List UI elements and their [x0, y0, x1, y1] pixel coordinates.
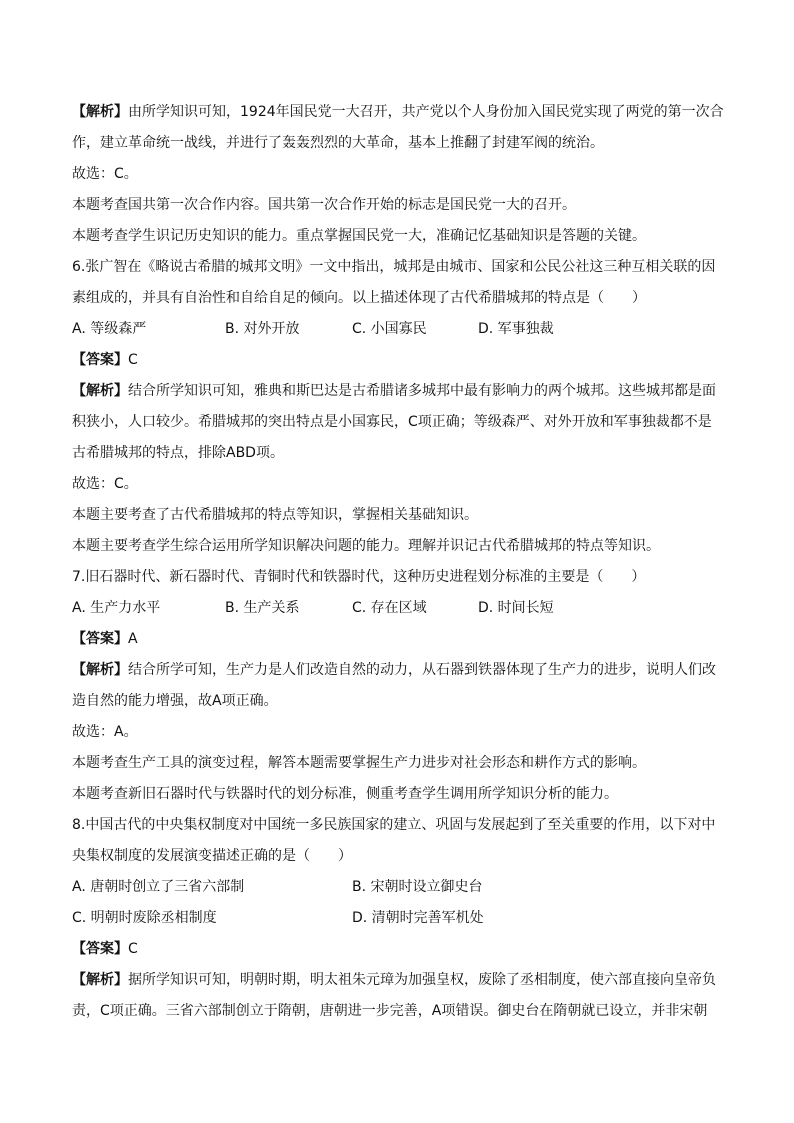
q7-choice: 故选：A。: [72, 724, 138, 740]
answer-tag: 【答案】: [72, 631, 128, 647]
q5-analysis-line2: 作，建立革命统一战线，并进行了轰轰烈烈的大革命，基本上推翻了封建军阀的统治。: [72, 135, 604, 151]
q6-note1: 本题主要考查了古代希腊城邦的特点等知识，掌握相关基础知识。: [72, 507, 478, 523]
q6-stem-line1: 6.张广智在《略说古希腊的城邦文明》一文中指出，城邦是由城市、国家和公民公社这三种互相关联的因: [72, 259, 716, 275]
q6-analysis-line1: 【解析】结合所学知识可知，雅典和斯巴达是古希腊诸多城邦中最有影响力的两个城邦。这些城邦都是面: [72, 383, 716, 399]
q6-options: [72, 314, 724, 345]
q6-option-b: B. 对外开放: [225, 321, 300, 337]
q8-option-b: B. 宋朝时设立御史台: [352, 879, 483, 895]
q6-option-a: A. 等级森严: [72, 321, 147, 337]
q7-analysis-line2: 造自然的能力增强，故A项正确。: [72, 693, 278, 709]
analysis-tag: 【解析】: [72, 972, 128, 988]
q6-option-c: C. 小国寡民: [352, 321, 427, 337]
q6-option-d: D. 军事独裁: [478, 321, 554, 337]
q7-note1: 本题考查生产工具的演变过程，解答本题需要掌握生产力进步对社会形态和耕作方式的影响。: [72, 755, 646, 771]
analysis-tag: 【解析】: [72, 383, 128, 399]
q7-option-a: A. 生产力水平: [72, 600, 161, 616]
document-content: [72, 97, 724, 1027]
q7-analysis-line1: 【解析】结合所学可知，生产力是人们改造自然的动力，从石器到铁器体现了生产力的进步，说明人们改: [72, 662, 716, 678]
q8-answer: 【答案】C: [72, 941, 138, 957]
q7-note2: 本题考查新旧石器时代与铁器时代的划分标准，侧重考查学生调用所学知识分析的能力。: [72, 786, 618, 802]
q6-note2: 本题主要考查学生综合运用所学知识解决问题的能力。理解并识记古代希腊城邦的特点等知识。: [72, 538, 660, 554]
q7-stem: 7.旧石器时代、新石器时代、青铜时代和铁器时代，这种历史进程划分标准的主要是（ ）: [72, 569, 646, 585]
q7-answer: 【答案】A: [72, 631, 138, 647]
q5-analysis-line1: 【解析】由所学知识可知，1924年国民党一大召开，共产党以个人身份加入国民党实现了两党的第一次合: [72, 104, 724, 120]
analysis-tag: 【解析】: [72, 662, 128, 678]
q5-choice: 故选：C。: [72, 166, 138, 182]
q6-stem-line2: 素组成的，并具有自治性和自给自足的倾向。以上描述体现了古代希腊城邦的特点是（ ）: [72, 290, 646, 306]
q8-option-c: C. 明朝时废除丞相制度: [72, 910, 217, 926]
q8-option-a: A. 唐朝时创立了三省六部制: [72, 879, 245, 895]
q7-option-b: B. 生产关系: [225, 600, 300, 616]
q6-answer: 【答案】C: [72, 352, 138, 368]
q8-option-d: D. 清朝时完善军机处: [352, 910, 484, 926]
q8-options-row2: [72, 903, 724, 934]
answer-tag: 【答案】: [72, 941, 128, 957]
q6-analysis-line2: 积狭小，人口较少。希腊城邦的突出特点是小国寡民，C项正确；等级森严、对外开放和军事独裁都不是: [72, 414, 712, 430]
q8-analysis-line1: 【解析】据所学知识可知，明朝时期，明太祖朱元璋为加强皇权，废除了丞相制度，使六部直接向皇帝负: [72, 972, 716, 988]
answer-tag: 【答案】: [72, 352, 128, 368]
q7-options: [72, 593, 724, 624]
q8-stem-line1: 8.中国古代的中央集权制度对中国统一多民族国家的建立、巩固与发展起到了至关重要的作用，以下对中: [72, 817, 716, 833]
q5-note1: 本题考查国共第一次合作内容。国共第一次合作开始的标志是国民党一大的召开。: [72, 197, 576, 213]
q5-note2: 本题考查学生识记历史知识的能力。重点掌握国民党一大，准确记忆基础知识是答题的关键。: [72, 228, 646, 244]
analysis-tag: 【解析】: [72, 104, 128, 120]
q7-option-d: D. 时间长短: [478, 600, 554, 616]
q6-choice: 故选：C。: [72, 476, 138, 492]
q8-options-row1: [72, 872, 724, 903]
q7-option-c: C. 存在区域: [352, 600, 427, 616]
q6-analysis-line3: 古希腊城邦的特点，排除ABD项。: [72, 445, 284, 461]
q8-stem-line2: 央集权制度的发展演变描述正确的是（ ）: [72, 848, 352, 864]
q8-analysis-line2: 责，C项正确。三省六部制创立于隋朝，唐朝进一步完善，A项错误。御史台在隋朝就已设立，并非宋朝: [72, 1003, 708, 1019]
